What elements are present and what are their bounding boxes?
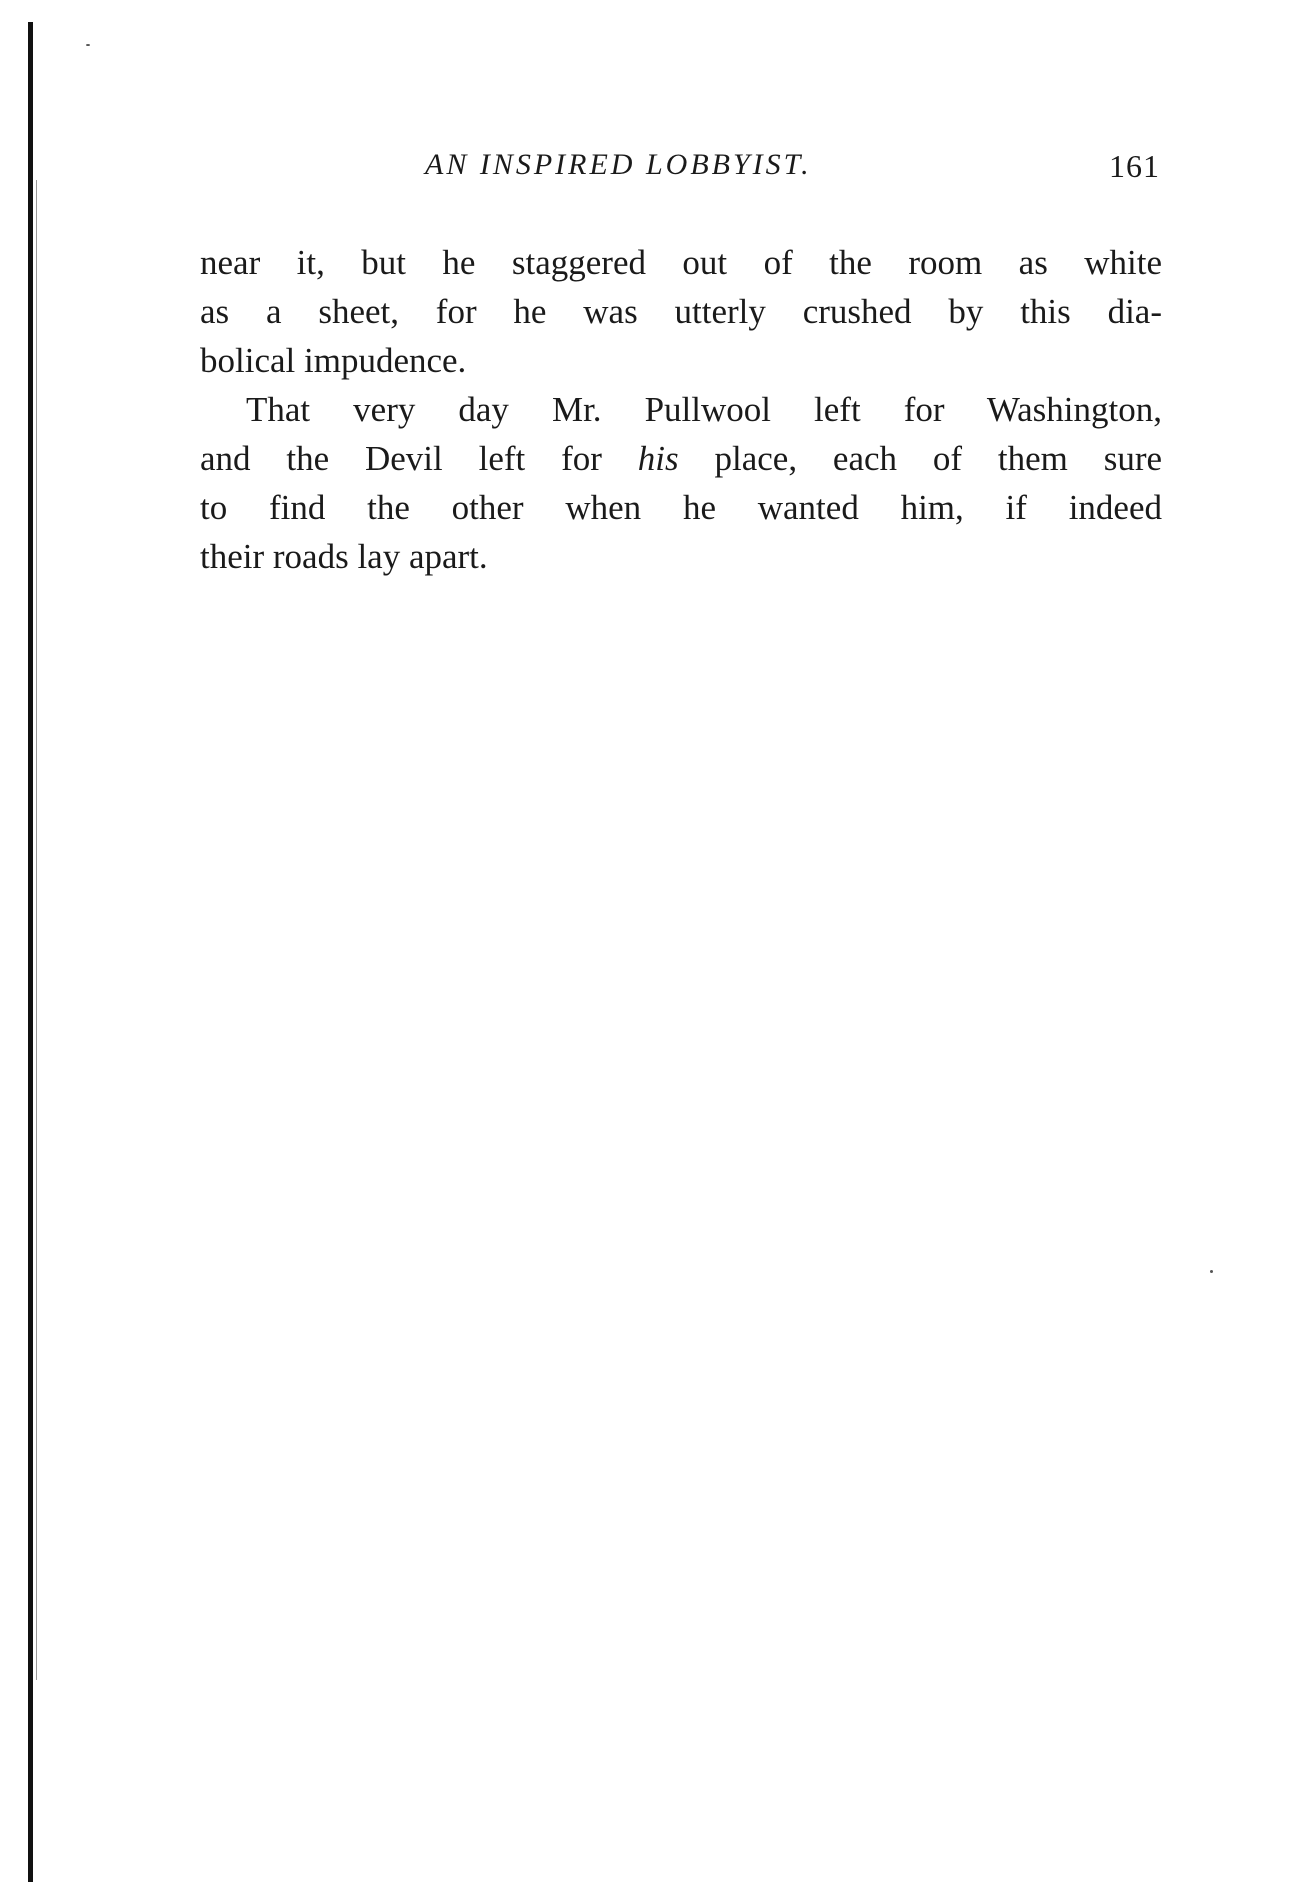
text-line: near it, but he staggered out of the room as white bbox=[200, 243, 1162, 282]
text-line-with-emphasis bbox=[200, 434, 1162, 483]
running-head bbox=[200, 148, 1160, 192]
scan-speck bbox=[1210, 1270, 1213, 1273]
scan-speck bbox=[86, 44, 90, 46]
text-line: bolical impudence. bbox=[200, 341, 467, 380]
emphasized-word: his bbox=[637, 439, 679, 478]
text-segment: and the Devil left for bbox=[200, 439, 602, 478]
running-title: AN INSPIRED LOBBYIST. bbox=[425, 148, 812, 181]
text-line: to find the other when he wanted him, if indeed bbox=[200, 488, 1162, 527]
body-text bbox=[200, 238, 1162, 581]
text-line: their roads lay apart. bbox=[200, 537, 488, 576]
page-number: 161 bbox=[1109, 148, 1160, 184]
page-binding-shadow bbox=[36, 180, 37, 1680]
page-binding-edge bbox=[28, 22, 33, 1882]
text-line: as a sheet, for he was utterly crushed by this dia- bbox=[200, 292, 1162, 331]
text-segment: place, each of them sure bbox=[714, 439, 1163, 478]
text-line: That very day Mr. Pullwool left for Washington, bbox=[246, 390, 1162, 429]
